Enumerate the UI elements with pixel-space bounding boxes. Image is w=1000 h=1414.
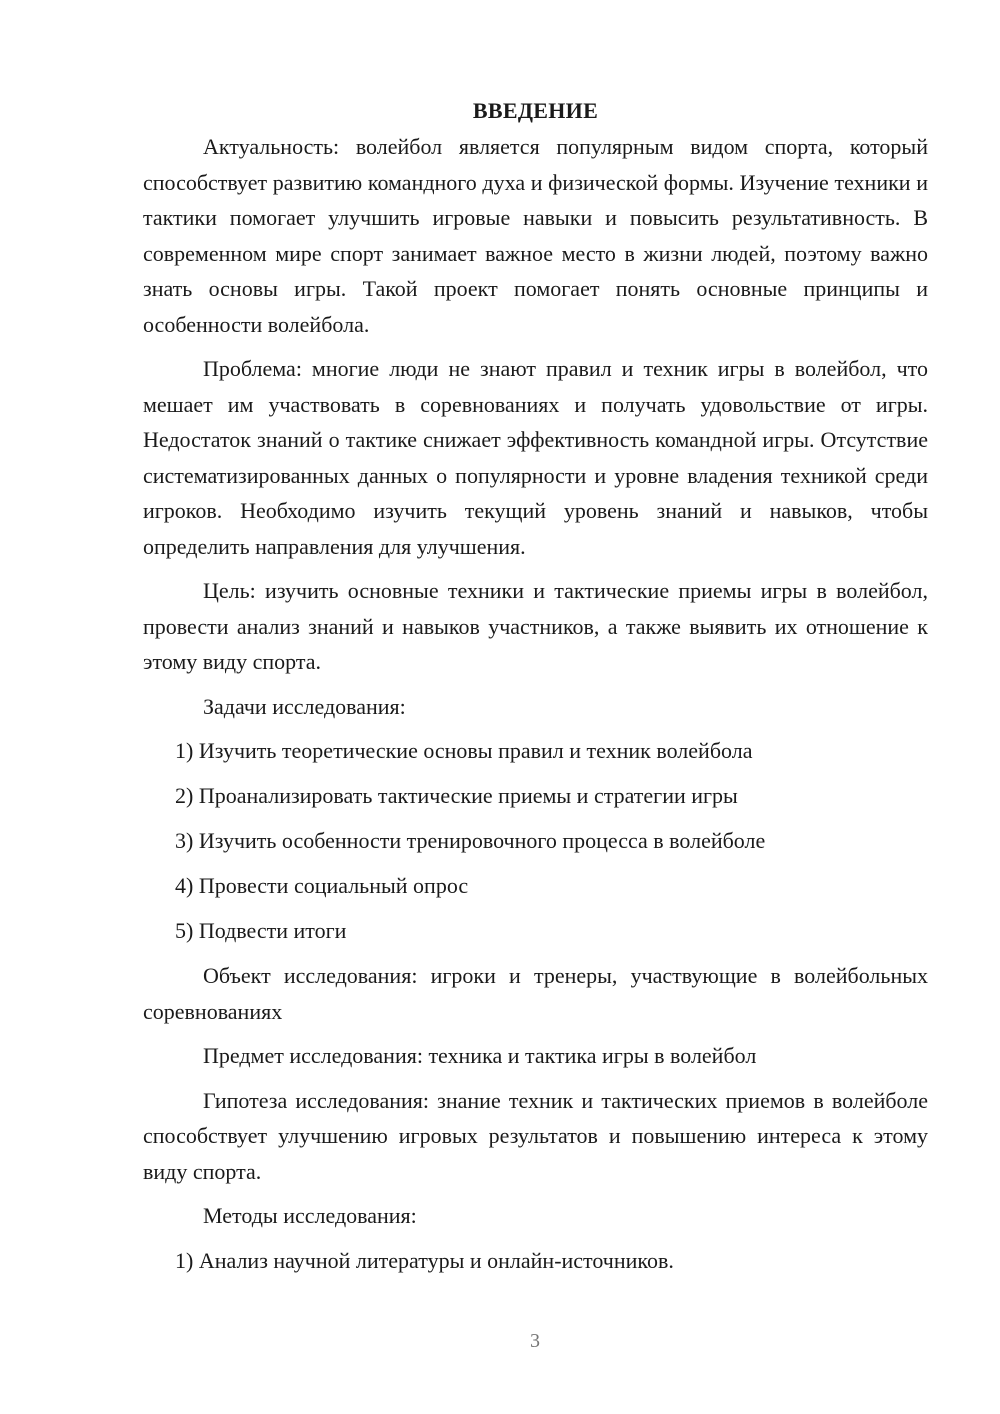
section-heading: ВВЕДЕНИЕ [472, 98, 599, 123]
document-page [143, 93, 928, 1288]
goal-paragraph: Цель: изучить основные техники и тактические приемы игры в волейбол, провести анализ знаний и навыков участников, а также выявить их отношение к этому виду спорта. [143, 578, 928, 674]
relevance-paragraph: Актуальность: волейбол является популярным видом спорта, который способствует развитию командного духа и физической формы. Изучение техники и тактики помогает улучшить игровые навыки и повысить результативность. В современном мире спорт занимает важное место в жизни людей, поэтому важно знать основы игры. Такой проект помогает понять основные принципы и особенности волейбола. [143, 134, 928, 337]
list-item: 1) Изучить теоретические основы правил и техник волейбола [175, 738, 753, 763]
page-number: 3 [530, 1330, 540, 1352]
list-item: 2) Проанализировать тактические приемы и стратегии игры [175, 783, 738, 808]
list-item: 4) Провести социальный опрос [175, 873, 469, 898]
methods-list [143, 1243, 928, 1279]
object-paragraph: Объект исследования: игроки и тренеры, участвующие в волейбольных соревнованиях [143, 963, 928, 1024]
list-item: 5) Подвести итоги [175, 918, 347, 943]
list-item: 1) Анализ научной литературы и онлайн-источников. [175, 1247, 674, 1273]
subject-paragraph: Предмет исследования: техника и тактика игры в волейбол [203, 1043, 757, 1068]
list-item: 3) Изучить особенности тренировочного процесса в волейболе [175, 828, 766, 853]
problem-paragraph: Проблема: многие люди не знают правил и техник игры в волейбол, что мешает им участвовать в соревнованиях и получать удовольствие от игры. Недостаток знаний о тактике снижает эффективность командной игры. Отсутствие систематизированных данных о популярности и уровне владения техникой среди игроков. Необходимо изучить текущий уровень знаний и навыков, чтобы определить направления для улучшения. [143, 356, 928, 559]
hypothesis-paragraph: Гипотеза исследования: знание техник и тактических приемов в волейболе способствует улучшению игровых результатов и повышению интереса к этому виду спорта. [143, 1087, 928, 1184]
tasks-title: Задачи исследования: [203, 693, 406, 719]
methods-title: Методы исследования: [203, 1203, 417, 1228]
tasks-list [143, 733, 928, 949]
